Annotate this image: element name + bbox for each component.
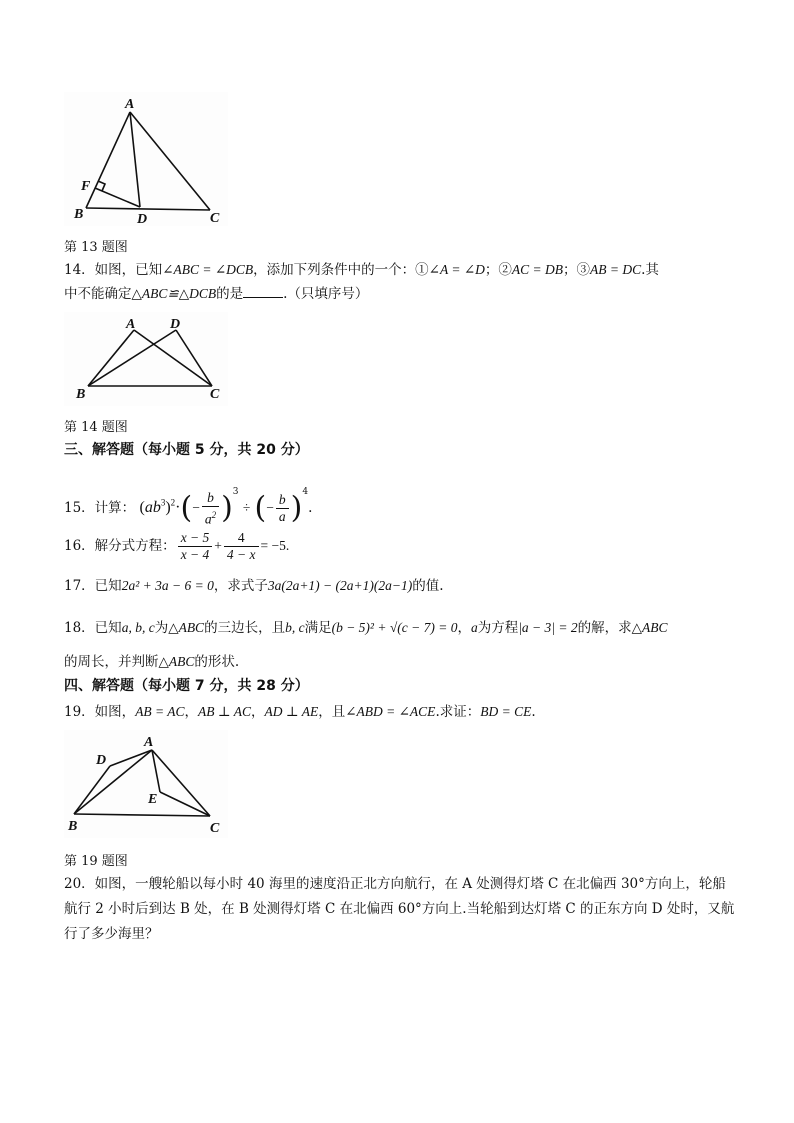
q18-triangle-3: △ABC: [158, 654, 195, 669]
segment-BD: [88, 330, 176, 386]
q18-text-c: 的三边长，且: [204, 620, 286, 636]
figure-19-caption: 第 19 题图: [64, 854, 128, 869]
question-18-line2: [64, 652, 239, 672]
q19-goal: BD = CE: [480, 704, 532, 719]
q17-mid: ，求式子: [213, 578, 268, 594]
segment-BD: [74, 766, 110, 814]
segment-EC: [160, 792, 210, 816]
q18-triangle-2: △ABC: [631, 620, 668, 635]
q16-rhs: = −5.: [260, 538, 290, 553]
q18-a: a: [470, 620, 478, 635]
question-20-line2: 航行 2 小时后到达 B 处，在 B 处测得灯塔 C 在北偏西 60°方向上.当轮船到达灯塔 C 的正东方向 D 处时，又航: [64, 901, 735, 917]
label-B: B: [74, 207, 84, 222]
q17-expression: 3a(2a+1) − (2a+1)(2a−1): [267, 578, 413, 593]
segment-BC: [74, 814, 210, 816]
q16-prefix: 16．解分式方程：: [64, 538, 176, 554]
label-B: B: [76, 387, 86, 402]
q19-end: .: [531, 704, 536, 720]
q14-sep2: ；③: [563, 262, 591, 278]
q19-s1: ，: [184, 704, 199, 720]
label-C: C: [210, 387, 220, 402]
figure-14-caption: 第 14 题图: [64, 420, 128, 435]
label-A: A: [144, 735, 154, 750]
q18-text-e: ，: [457, 620, 471, 636]
segment-DC: [176, 330, 212, 386]
q17-suffix: 的值.: [412, 578, 444, 594]
question-14-line1: [64, 260, 659, 280]
label-D: D: [137, 212, 148, 226]
question-18-line1: [64, 618, 668, 638]
q14-sep1: ；②: [484, 262, 512, 278]
q14-tail: .其: [641, 262, 659, 278]
q19-c2: AB ⊥ AC: [198, 704, 251, 719]
q18-equation: |a − 3| = 2: [518, 620, 578, 635]
segment-BA: [88, 330, 134, 386]
question-14-line2: [64, 284, 368, 304]
segment-DA: [110, 750, 152, 766]
segment-AC: [130, 112, 210, 210]
figure-14: [64, 312, 228, 406]
segment-BC: [86, 208, 210, 210]
section-3-title: 三、解答题（每小题 5 分，共 20 分）: [64, 442, 309, 458]
label-A: A: [126, 317, 136, 332]
q14-condition-2: AC = DB: [511, 262, 564, 277]
question-20-line1: 20．如图，一艘轮船以每小时 40 海里的速度沿正北方向航行，在 A 处测得灯塔 C 在北偏西 30°方向上，轮船: [64, 876, 726, 892]
figure-19: [64, 730, 228, 838]
label-C: C: [210, 821, 220, 836]
label-C: C: [210, 211, 220, 226]
label-F: F: [81, 179, 91, 194]
q18-text-d: 满足: [304, 620, 332, 636]
q17-prefix: 17．已知: [64, 578, 122, 594]
q18-text-g: 的解，求: [577, 620, 632, 636]
q14-congruence: △ABC≌△DCB: [131, 286, 217, 301]
q19-c4: ∠ABD = ∠ACE: [345, 704, 436, 719]
segment-BA: [74, 750, 152, 814]
q19-s2: ，: [251, 704, 265, 720]
question-16: 16．解分式方程： $\frac{x - 5}{x - 4}$ + $\frac{4}{4 - x}$ = −5.: [64, 530, 290, 562]
question-19: [64, 702, 536, 722]
q19-s3: ，且: [318, 704, 346, 720]
label-D: D: [96, 753, 107, 768]
figure-13-caption: 第 13 题图: [64, 240, 128, 255]
q19-s4: .求证：: [435, 704, 481, 720]
label-D: D: [170, 317, 181, 332]
q18-triangle: △ABC: [168, 620, 205, 635]
segment-AE: [152, 750, 160, 792]
q17-equation: 2a² + 3a − 6 = 0: [121, 578, 214, 593]
answer-blank: [243, 284, 283, 298]
q18-abc: a, b, c: [121, 620, 155, 635]
label-E: E: [148, 792, 158, 807]
q15-suffix: .: [308, 500, 313, 516]
q18-line2-a: 的周长，并判断: [64, 654, 159, 670]
q18-line2-b: 的形状.: [194, 654, 240, 670]
q18-text-b: 为: [154, 620, 169, 636]
q19-prefix: 19．如图，: [64, 704, 136, 720]
q15-prefix: 15．计算：: [64, 500, 136, 516]
label-A: A: [125, 97, 135, 112]
q18-text-f: 为方程: [477, 620, 519, 636]
q14-line2-b: 的是: [216, 286, 244, 302]
segment-AC: [152, 750, 210, 816]
q18-bc: b, c: [285, 620, 305, 635]
figure-13: [64, 92, 228, 226]
q19-c1: AB = AC: [135, 704, 185, 719]
q18-text-a: 18．已知: [64, 620, 122, 636]
segment-AC: [134, 330, 212, 386]
q14-given: ∠ABC = ∠DCB: [162, 262, 254, 277]
question-20-line3: 行了多少海里？: [64, 926, 159, 942]
section-4-title: 四、解答题（每小题 7 分，共 28 分）: [64, 678, 309, 694]
label-B: B: [68, 819, 78, 834]
segment-AD: [130, 112, 140, 207]
q14-line2-c: .（只填序号）: [283, 286, 369, 302]
q14-condition-1: ∠A = ∠D: [428, 262, 485, 277]
q18-condition: (b − 5)² + √(c − 7) = 0: [331, 620, 458, 635]
q14-line2-a: 中不能确定: [64, 286, 132, 302]
question-15: 15．计算： $(ab^3)^2\cdot(-$ $\frac{b}{a^2}$ )$^3$ ÷ (− $\frac{b}{a}$ )$^4$.: [64, 487, 313, 527]
q14-condition-3: AB = DC: [590, 262, 642, 277]
question-17: [64, 576, 444, 596]
q14-prefix: 14．如图，已知: [64, 262, 163, 278]
q19-c3: AD ⊥ AE: [264, 704, 319, 719]
q14-mid: ，添加下列条件中的一个：①: [253, 262, 429, 278]
